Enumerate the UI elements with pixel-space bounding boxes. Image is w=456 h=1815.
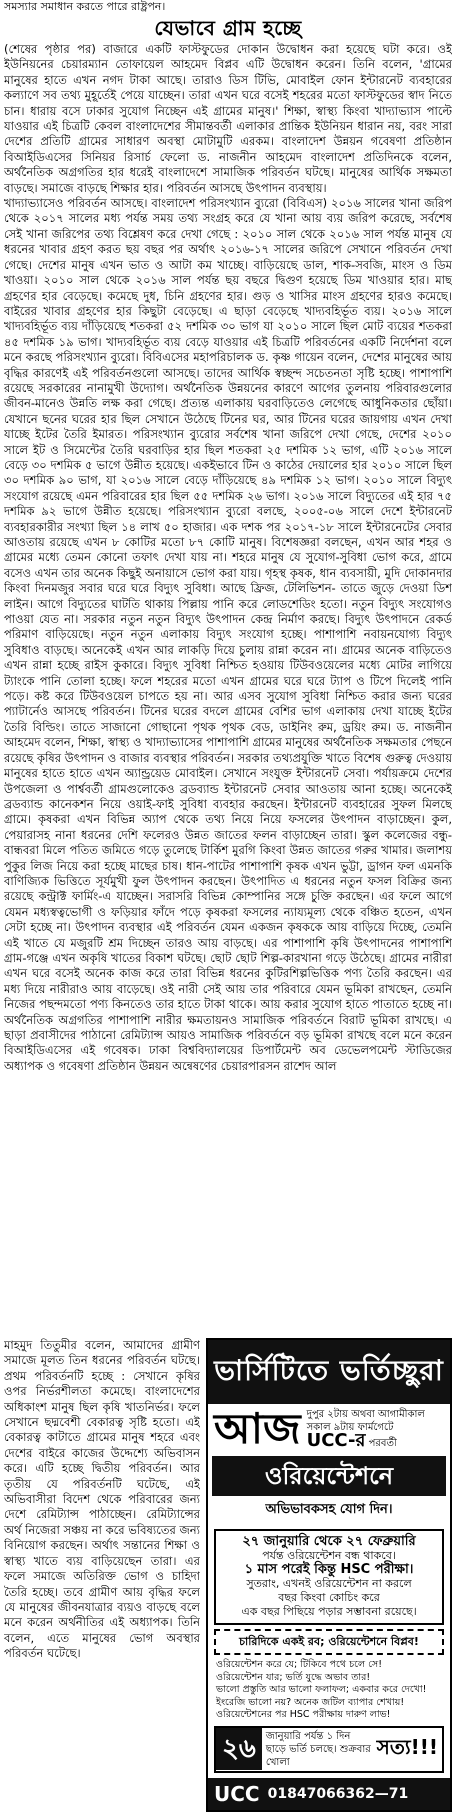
ad-slogan-item: ভালো প্রস্তুতি আর ভালো ফলাফল; একবার করে দেখো! xyxy=(216,1684,427,1695)
ad-slogan-item: ওরিয়েন্টেশনের পর HSC পরীক্ষায় দারুণ লাভ! xyxy=(216,1709,391,1720)
ad-deadline-line-2: ছাড়ে ভর্তি চলছে। শুক্রবার খোলা xyxy=(265,1743,371,1768)
article-paragraph-2: খাদ্যাভ্যাসেও পরিবর্তন আসছে। বাংলাদেশ পরিসংখ্যান ব্যুরো (বিবিএস) ২০১৬ সালের খানা জরিপ থেকে ২০১৭ সালের মধ্য পর্যন্ত সময় তথ্য সংগ্রহ করে যে খানা আয় ব্যয় জরিপ করেছে, সর্বশেষ সেই খানা জরিপের তথ্য বিশ্লেষণ করে দেখা গেছে : ২০১০ সাল থেকে ২০১৬ সাল পর্যন্ত মানুষ যে ধরনের খাবার গ্রহণ করত ছয় বছর পর অর্থাৎ ২০১৬-১৭ সালের জরিপে সেখানে পরিবর্তন দেখা গেছে। দেশের মানুষ এখন ভাত ও আটা কম খাচ্ছে। বাড়িয়েছে ডাল, শাক-সবজি, মাংস ও ডিম খাওয়া। ২০১০ সাল থেকে ২০১৬ সাল পর্যন্ত ছয় বছরে দ্বিগুণ হয়েছে ডিম খাওয়ার হার। মাছ গ্রহণের হার বেড়েছে। কমেছে দুধ, চিনি গ্রহণের হার। গুড় ও খাসির মাংস গ্রহণের হারও কমেছে। বাইরের খাবার গ্রহণের হার কিছুটা বেড়েছে। এ ছাড়া বেড়েছে খাদ্যবহির্ভূত ব্যয়। ২০১৬ সালে খাদ্যবহির্ভূত ব্যয় দাঁড়িয়েছে শতকরা ৫২ দশমিক ৩০ ভাগ যা ২০১০ সালে ছিল মোট ব্যয়ের শতকরা ৪৫ দশমিক ১৯ ভাগ। খাদ্যবহির্ভূত ব্যয় বেড়ে যাওয়ার এই চিত্রটি পরিবর্তনের একটি নির্দেশনা বলে মনে করছে পরিসংখ্যান ব্যুরো। বিবিএসের মহাপরিচালক ড. কৃষ্ণ গায়েন বলেন, দেশের মানুষের আয় বৃদ্ধির কারণেই এই পরিবর্তনগুলো আসছে। তাদের আর্থিক স্বচ্ছন্দ সচেতনতা সৃষ্টি হচ্ছে। পাশাপাশি রয়েছে সরকারের নানামুখী উদ্যোগ। অর্থনৈতিক উন্নয়নের কারণে আগের তুলনায় পরিবারগুলোর জীবন-মানেও উন্নতি লক্ষ করা গেছে। প্রত্যন্ত এলাকায় ঘরবাড়িতেও লেগেছে আধুনিকতার ছোঁয়া। যেখানে ছনের ঘরের হার ছিল সেখানে উঠেছে টিনের ঘর, আর টিনের ঘরের জায়গায় এখন দেখা যাচ্ছে ইটের তৈরি ইমারত। পরিসংখ্যান ব্যুরোর সর্বশেষ খানা জরিপে দেখা গেছে, দেশের ২০১০ সালে ইট ও সিমেন্টের তৈরি ঘরবাড়ির হার ছিল শতকরা ২৫ দশমিক ১২ ভাগ, এটি ২০১৬ সালে বেড়ে ৩০ দশমিক ৫ ভাগে উন্নীত হয়েছে। একইভাবে টিন ও কাঠের দেয়ালের হার ২০১০ সালে ছিল ৩০ দশমিক ৯০ ভাগ, যা ২০১৬ সালে বেড়ে দাঁড়িয়েছে ৪৯ দশমিক ১২ ভাগ। ২০১০ সালে বিদ্যুৎ সংযোগ রয়েছে এমন পরিবারের হার ছিল ৫৫ দশমিক ২৬ ভাগ। ২০১৬ সালে বিদ্যুতের এই হার ৭৫ দশমিক ৯২ ভাগে উন্নীত হয়েছে। পরিসংখ্যান ব্যুরো বলছে, ২০০৫-০৬ সালে দেশে ইন্টারনেট ব্যবহারকারীর সংখ্যা ছিল ১৪ লাখ ৫০ হাজার। এক দশক পর ২০১৭-১৮ সালে ইন্টারনেটের সেবার আওতায় রয়েছে এখন ৮ কোটির মতো ৮৭ কোটি মানুষ। বিশেষজ্ঞরা বলছেন, এখন আর শহর ও গ্রামের মধ্যে তেমন কোনো তফাৎ দেখা যায় না। শহরে মানুষ যে সুযোগ-সুবিধা ভোগ করে, গ্রামে বসেও এখন তার অনেক কিছুই অনায়াসে ভোগ করা যায়। গৃহস্থ কৃষক, ধান ব্যবসায়ী, মুদি দোকানদার কিংবা দিনমজুর সবার ঘরে ঘরে বিদ্যুৎ সুবিধা। আছে ফ্রিজ, টেলিভিশন- তাতে জুড়ে দেওয়া ডিশ লাইন। আগে বিদ্যুতের ঘাটতি থাকায় পিল্লায় পানি করে লোডশেডিং হতো। নতুন বিদ্যুৎ সংযোগও পাওয়া যেত না। সরকার নতুন নতুন বিদ্যুৎ উৎপাদন কেন্দ্র নির্মাণ করছে। বিদ্যুৎ উৎপাদনে রেকর্ড পরিমাণ বাড়িয়েছে। নতুন নতুন এলাকায় বিদ্যুৎ সংযোগ হচ্ছে। পাশাপাশি নবায়নযোগ্য বিদ্যুৎ সুবিধাও বাড়ছে। অনেকেই এখন আর লাকড়ি দিয়ে চুলায় রান্না করেন না। গ্রামের অনেক বাড়িতেও এখন রান্না হচ্ছে রাইস কুকারে। বিদ্যুৎ সুবিধা নিশ্চিত হওয়ায় টিউবওয়েলের মধ্যে মোটর লাগিয়ে ট্যাংকে পানি তোলা হচ্ছে। ফলে শহরের মতো এখন গ্রামের ঘরে ঘরে ট্যাপ ও টিপে দিলেই পানি পড়ে। কষ্ট করে টিউবওয়েল চাপতে হয় না। আর এসব সুযোগ সুবিধা নিশ্চিত করার জন্য ঘরের প্যাটার্নেও আসছে পরিবর্তন। টিনের ঘরের বদলে গ্রামের বেশির ভাগ এলাকায় দেখা যাচ্ছে ইটের তৈরি বিল্ডিং। তাতে সাজানো গোছানো পৃথক পৃথক বেড, ডাইনিং রুম, ড্রয়িং রুম। ড. নাজনীন আহমেদ বলেন, শিক্ষা, স্বাস্থ্য ও খাদ্যাভ্যাসের পাশাপাশি গ্রামের মানুষের অর্থনৈতিক সক্ষমতার পেছনে রয়েছে কৃষির উৎপাদন ও বাজার ব্যবস্থার পরিবর্তন। সরকার তথ্যপ্রযুক্তি খাতে বিশেষ গুরুত্ব দেওয়ায় মানুষের হাতে হাতে এখন অ্যান্ড্রয়েড মোবাইল। সেখানে সংযুক্ত ইন্টারনেট সেবা। পর্যায়ক্রমে দেশের উপজেলা ও পার্শ্ববর্তী গ্রামগুলোকেও ব্রডব্যান্ড ইন্টারনেট সেবার আওতায় আনা হচ্ছে। অনেকেই ব্রডব্যান্ড কানেকশন নিয়ে ওয়াই-ফাই সুবিধা ব্যবহার করছেন। ইন্টারনেট ব্যবহারের সুফল মিলছে গ্রামে। কৃষকরা এখন বিভিন্ন অ্যাপ থেকে তথ্য নিয়ে নিয়ে ফসলের উৎপাদন বাড়াচ্ছেন। কুল, পেয়ারাসহ নানা ধরনের দেশি ফলেরও উন্নত জাতের ফলন বাড়াচ্ছেন তারা। স্কুল কলেজের বন্ধু-বান্ধবরা মিলে পতিত জমিতে গড়ে তুলেছে টার্কিশ মুরগি কিংবা উন্নত জাতের গরুর খামার। জলাশয় পুকুর লিজ নিয়ে করা হচ্ছে মাছের চাষ। ধান-পাটের পাশাপাশি কৃষক এখন ভুট্টা, ড্রাগন ফল এমনকি বাণিজ্যিক ভিত্তিতে সূর্যমুখী ফুল উৎপাদন করছেন। উৎপাদিত এ ধরনের নতুন ফসল বিক্রির জন্য রয়েছে কন্ট্রাক্ট ফার্মিং-এ যাচ্ছেন। সরাসরি বিভিন্ন কোম্পানির সঙ্গে চুক্তি করছেন। এর ফলে আগে যেমন মধ্যস্বত্বভোগী ও ফড়িয়ার ফাঁদে পড়ে কৃষকরা ফসলের ন্যায্যমূল্য থেকে বঞ্চিত হতেন, এখন সেটা হচ্ছে না। উৎপাদন ব্যবস্থার এই পরিবর্তন যেমন একজন কৃষককে আয় বাড়িয়ে দিচ্ছে, তেমনি এই খাতে যে মজুরটি শ্রম দিচ্ছেন তারও আয় বাড়ছে। এর পাশাপাশি কৃষি উৎপাদনের পাশাপাশি গ্রাম-গঞ্জে এখন অকৃষি খাতের বিকাশ ঘটছে। ছোট ছোট শিল্প-কারখানা গড়ে উঠেছে। গ্রামের নারীরা এখন ঘরে বসেই অনেক কাজ করে তারা বিভিন্ন ধরনের কুটিরশিল্পভিত্তিক পণ্য তৈরি করছেন। এর মধ্য দিয়ে নারীরাও আয় বাড়েছে। ওই নারী সেই আয় তার পরিবারে যেমন ভূমিকা রাখছেন, তেমনি নিজের পছন্দমতো পণ্য কিনতেও তার হাতে টাকা থাকে। আয় করার সুযোগ হাতে পাতাতে হচ্ছে না। অর্থনৈতিক অগ্রগতির পাশাপাশি নারীর ক্ষমতায়নও সামাজিক পরিবর্তনে বিরাট ভূমিকা রাখছে। এ ছাড়া প্রবাসীদের পাঠানো রেমিট্যান্স আয়ও সামাজিক পরিবর্তনে বড় ভূমিকা রাখছে বলে মনে করেন বিআইডিএসের এই গবেষক। ঢাকা বিশ্ববিদ্যালয়ের ডিপার্টমেন্ট অব ডেভেলপমেন্ট স্টাডিজের অধ্যাপক ও গবেষণা প্রতিষ্ঠান উন্নয়ন অন্বেষণের চেয়ারপারসন রাশেদ আল xyxy=(4,196,452,1073)
article-headline: যেভাবে গ্রাম হচ্ছে xyxy=(154,16,302,40)
ad-deadline-line-1: জানুয়ারি পর্যন্ত ১ দিন xyxy=(265,1730,351,1742)
previous-article-tail: সমস্যার সমাধান করতে পারে রাষ্ট্রপন। xyxy=(4,0,166,13)
ad-footer xyxy=(208,1778,450,1810)
ad-slogan-item: ওরিয়েন্টেশন যার; ভর্তি যুদ্ধে অভাব তার! xyxy=(216,1671,371,1683)
ad-date-block xyxy=(307,1408,425,1450)
ad-date-row xyxy=(208,1404,450,1454)
ad-notice-line-3: ১ মাস পরেই কিন্তু HSC পরীক্ষা। xyxy=(244,1562,414,1577)
ad-notice-line-2: পর্যন্ত ওরিয়েন্টেশন বন্ধ থাকবে। xyxy=(262,1549,396,1562)
ad-slogan-box: চারিদিকে একই রব; ওরিয়েন্টেশনে বিপ্লব! xyxy=(214,1629,444,1655)
ad-title: ভার্সিটিতে ভর্তিচ্ছুরা xyxy=(208,1340,450,1404)
ad-deadline-text xyxy=(262,1728,377,1771)
ad-notice-line-4: সুতরাং, এখনই ওরিয়েন্টেশন না করলে xyxy=(246,1577,412,1590)
ad-orientation-banner: ওরিয়েন্টেশনে xyxy=(212,1456,446,1496)
ad-ucc-label: UCC-র xyxy=(306,1430,366,1451)
ad-date-line-2: সকাল ৯টায় ফার্মগেটে xyxy=(306,1422,394,1433)
ad-slogan-item: ইংরেজি ভালো নয়? অনেক জটিল ব্যাপার শেখায়! xyxy=(216,1696,405,1708)
ad-guardian-note: অভিভাবকসহ যোগ দিন। xyxy=(265,1502,393,1517)
ad-slogan-item: ওরিয়েন্টেশন করে যে; টিকিবে পথে চলে সে! xyxy=(216,1659,383,1670)
ad-notice-line-6: এক বছর পিছিয়ে পড়ার সম্ভাবনা রয়েছে। xyxy=(241,1605,417,1618)
ad-phone-number: 01847066362—71 xyxy=(267,1786,409,1802)
ad-next-label: পরবর্তী xyxy=(368,1438,397,1449)
ad-notice-line-5: বছর কিংবা কোচিং করে xyxy=(278,1591,380,1604)
ad-slogan-list xyxy=(216,1659,442,1722)
article-body xyxy=(4,42,452,1338)
ad-deadline-number: ২৬ xyxy=(216,1728,262,1770)
ad-truth-label: সত্য!!! xyxy=(376,1734,438,1759)
article-paragraph-1: (শেষের পৃষ্ঠার পর) বাজারে একটি ফাস্টফুডের দোকান উদ্বোধন করা হয়েছে ঘটা করে। ওই ইউনিয়নের চেয়ারম্যান তোফায়েল আহমেদ বিপ্লব এটি উদ্বোধন করেন। তিনি বলেন, 'গ্রামের মানুষের হাতে এখন নগদ টাকা আছে। তারাও ডিস টিভি, মোবাইল ফোন ইন্টারনেট ব্যবহারের কল্যাণে সব তথ্য মুহূর্তেই পেয়ে যাচ্ছেন। তারা এখন ঘরে বসেই শহরের মতো ফাস্টফুডের স্বাদ নিতে চান। ধারায় বসে ঢাকার সুযোগ নিচ্ছেন এই গ্রামের মানুষ।' শিক্ষা, স্বাস্থ্য কিংবা খাদ্যাভ্যাস পাল্টে যাওয়ার এই চিত্রটি কেবল বাংলাদেশের সীমান্তবর্তী এলাকার প্রান্তিক ইউনিয়ন ধারান নয়, বরং সারা দেশের প্রতিটি গ্রামের সাধারণ অবস্থা মোটামুটি এরকম। বাংলাদেশ উন্নয়ন গবেষণা প্রতিষ্ঠান বিআইডিএসের সিনিয়র রিসার্চ ফেলো ড. নাজনীন আহমেদ বাংলাদেশ প্রতিদিনকে বলেন, অর্থনৈতিক অগ্রগতির হার ধরেই বাংলাদেশে সামাজিক পরিবর্তন ঘটছে। মানুষের আর্থিক সক্ষমতা বাড়ছে। সমাজে বাড়ছে শিক্ষার হার। পরিবর্তন আসছে উৎপাদন ব্যবস্থায়। xyxy=(4,42,452,195)
ucc-advertisement xyxy=(206,1338,452,1812)
ad-notice-box xyxy=(214,1529,444,1625)
ad-deadline-box xyxy=(214,1726,444,1773)
ucc-logo: UCC xyxy=(214,1782,260,1806)
ad-date-line-1: দুপুর ২টায় অথবা আগামীকাল xyxy=(306,1409,425,1420)
ad-today-label: আজ xyxy=(214,1404,301,1453)
article-continuation-column: মাহমুদ তিতুমীর বলেন, আমাদের গ্রামীণ সমাজে মূলত তিন ধরনের পরিবর্তন ঘটছে। প্রথম পরিবর্তনটি হচ্ছে : সেখানে কৃষির ওপর নির্ভরশীলতা কমেছে। বাংলাদেশের অধিকাংশ মানুষ ছিল কৃষি খাতনির্ভর। ফলে সেখানে ছদ্মবেশী বেকারত্ব সৃষ্টি হতো। এই বেকারত্ব কাটাতে গ্রামের মানুষ শহরে এবং দেশের বাইরে কাজের উদ্দেশ্যে অভিবাসন করে। এটি হচ্ছে দ্বিতীয় পরিবর্তন। আর তৃতীয় যে পরিবর্তনটি ঘটেছে, এই অভিবাসীরা বিদেশ থেকে পরিবারের জন্য দেশে রেমিট্যান্স পাঠাচ্ছেন। রেমিট্যান্সের অর্থ নিজেরা সঞ্চয় না করে ভবিষ্যতের জন্য বিনিয়োগ করছেন। অর্থাৎ সন্তানের শিক্ষা ও স্বাস্থ্য খাতে ব্যয় বাড়িয়েছেন তারা। এর ফলে সমাজে অতিরিক্ত ভোগ ও চাহিদা তৈরি হচ্ছে। তবে গ্রামীণ আয় বৃদ্ধির ফলে যে মানুষের জীবনযাত্রার ব্যয়ও বাড়ছে বলে মনে করেন অর্থনীতির এই অধ্যাপক। তিনি বলেন, এতে মানুষের ভোগ অবস্থার পরিবর্তন ঘটেছে। xyxy=(4,1338,200,1661)
ad-notice-dates: ২৭ জানুয়ারি থেকে ২৭ ফেব্রুয়ারি xyxy=(242,1534,416,1549)
